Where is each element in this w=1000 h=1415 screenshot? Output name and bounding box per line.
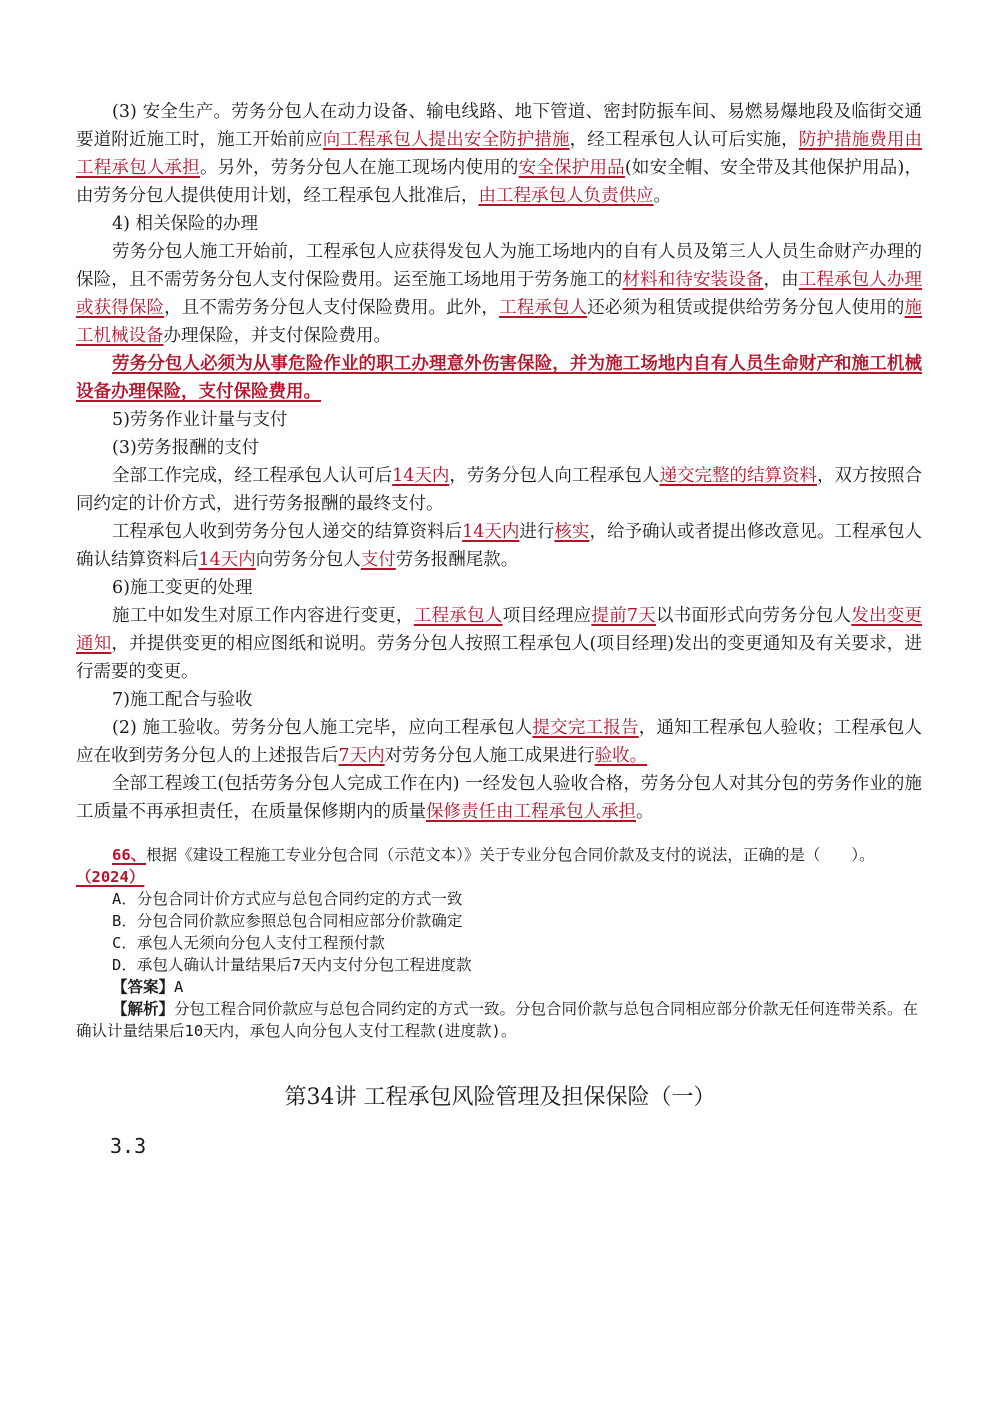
section-number: 3.3 <box>110 1134 147 1158</box>
highlight: 7天内 <box>338 746 385 766</box>
option-a: A．分包合同计价方式应与总包合同约定的方式一致 <box>112 890 463 908</box>
paragraph-settlement-verification: 工程承包人收到劳务分包人递交的结算资料后14天内进行核实，给予确认或者提出修改意见。工程承包人确认结算资料后14天内向劳务分包人支付劳务报酬尾款。 <box>76 522 923 570</box>
highlight: 递交完整的结算资料 <box>659 466 817 486</box>
highlight: 材料和待安装设备 <box>622 270 764 290</box>
heading-remuneration-payment: (3)劳务报酬的支付 <box>112 438 260 458</box>
paragraph-insurance: 劳务分包人施工开始前，工程承包人应获得发包人为施工场地内的自有人员及第三人人员生命财产办理的保险，且不需劳务分包人支付保险费用。运至施工场地用于劳务施工的材料和待安装设备，由工程承包人办理或获得保险，且不需劳务分包人支付保险费用。此外，工程承包人还必须为租赁或提供给劳务分包人使用的施工机械设备办理保险，并支付保险费用。 <box>76 242 923 346</box>
highlight: 工程承包人 <box>413 606 503 626</box>
highlight: 14天内 <box>462 522 520 542</box>
option-b: B．分包合同价款应参照总包合同相应部分价款确定 <box>112 912 463 930</box>
heading-insurance: 4) 相关保险的办理 <box>112 214 259 234</box>
highlight: 由工程承包人负责供应 <box>478 186 654 206</box>
highlight: 安全保护用品 <box>518 158 625 178</box>
heading-change-handling: 6)施工变更的处理 <box>112 578 253 598</box>
paragraph-insurance-key-point <box>76 350 922 406</box>
highlight: 验收。 <box>594 746 648 766</box>
highlight: 14天内 <box>198 550 256 570</box>
paragraph-change-notice: 施工中如发生对原工作内容进行变更，工程承包人项目经理应提前7天以书面形式向劳务分包人发出变更通知，并提供变更的相应图纸和说明。劳务分包人按照工程承包人(项目经理)发出的变更通知及有关要求，进行需要的变更。 <box>76 606 923 682</box>
answer-value: A <box>174 978 184 996</box>
heading-cooperation-acceptance: 7)施工配合与验收 <box>112 690 253 710</box>
highlight: 核实 <box>554 522 590 542</box>
paragraph-construction-acceptance: (2) 施工验收。劳务分包人施工完毕，应向工程承包人提交完工报告，通知工程承包人验收；工程承包人应在收到劳务分包人的上述报告后7天内对劳务分包人施工成果进行验收。 <box>76 718 923 766</box>
highlight: 施工机械设备 <box>76 298 923 346</box>
answer <box>76 976 922 998</box>
highlight: 防护措施费用由工程承包人承担 <box>76 130 923 178</box>
lesson-title: 第34讲 工程承包风险管理及担保保险（一） <box>284 1085 716 1110</box>
highlight: 工程承包人 <box>499 298 588 318</box>
highlight: 发出变更通知 <box>76 606 923 654</box>
highlight: 14天内 <box>392 466 450 486</box>
paragraph-final-payment: 全部工作完成，经工程承包人认可后14天内，劳务分包人向工程承包人递交完整的结算资料，双方按照合同约定的计价方式，进行劳务报酬的最终支付。 <box>76 466 923 514</box>
highlight: 支付 <box>360 550 396 570</box>
option-d: D．承包人确认计量结果后7天内支付分包工程进度款 <box>112 956 472 974</box>
highlight: 提交完工报告 <box>532 718 639 738</box>
paragraph-safety-production: (3) 安全生产。劳务分包人在动力设备、输电线路、地下管道、密封防振车间、易燃易爆地段及临街交通要道附近施工时，施工开始前应向工程承包人提出安全防护措施，经工程承包人认可后实施，防护措施费用由工程承包人承担。另外，劳务分包人在施工现场内使用的安全保护用品(如安全帽、安全带及其他保护用品)，由劳务分包人提供使用计划，经工程承包人批准后，由工程承包人负责供应。 <box>76 102 923 206</box>
highlight: 提前7天 <box>591 606 656 626</box>
highlight: 劳务分包人必须为从事危险作业的职工办理意外伤害保险，并为施工场地内自有人员生命财产和施工机械设备办理保险，支付保险费用。 <box>76 354 922 402</box>
question-number: 66、 <box>112 846 147 864</box>
analysis-label: 【解析】 <box>112 1000 175 1018</box>
analysis-text: 分包工程合同价款应与总包合同约定的方式一致。分包合同价款与总包合同相应部分价款无任何连带关系。在确认计量结果后10天内，承包人向分包人支付工程款(进度款)。 <box>76 1000 919 1040</box>
paragraph-warranty: 全部工程竣工(包括劳务分包人完成工作在内) 一经发包人验收合格，劳务分包人对其分包的劳务作业的施工质量不再承担责任，在质量保修期内的质量保修责任由工程承包人承担。 <box>76 774 922 822</box>
option-c: C．承包人无须向分包人支付工程预付款 <box>112 934 385 952</box>
analysis <box>76 998 922 1042</box>
highlight: 保修责任由工程承包人承担 <box>426 802 636 822</box>
question-year: （2024） <box>76 868 145 886</box>
highlight: 工程承包人办理或获得保险 <box>76 270 923 318</box>
exam-question <box>76 844 922 1042</box>
answer-label: 【答案】 <box>112 978 175 996</box>
heading-measurement-payment: 5)劳务作业计量与支付 <box>112 410 288 430</box>
highlight: 向工程承包人提出安全防护措施 <box>322 130 570 150</box>
question-stem: 66、根据《建设工程施工专业分包合同（示范文本）》关于专业分包合同价款及支付的说法，正确的是（ ）。（2024） <box>76 846 875 886</box>
